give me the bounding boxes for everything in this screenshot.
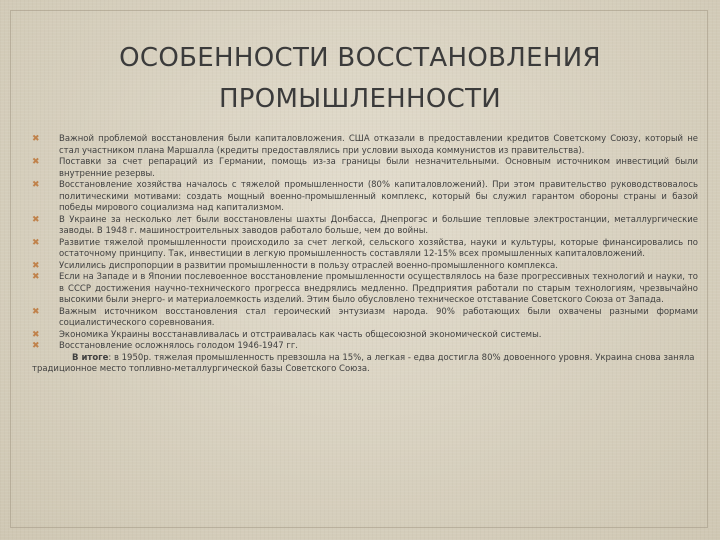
x-mark-bullet-icon: ✖ [32,341,40,351]
list-item-text: Важной проблемой восстановления были капиталовложения. США отказали в предоставлении кредитов Советскому Союзу, который не стал участником плана Маршалла (кредиты предоставлялись при условии выхода коммунистов из правительства). [59,134,698,156]
list-item [32,307,698,330]
x-mark-bullet-icon: ✖ [32,237,40,248]
list-item-text: В Украине за несколько лет были восстановлены шахты Донбасса, Днепрогэс и большие тепловые электростанции, металлургические заводы. В 1948 г. машиностроительных заводов работало больше, чем до войны. [59,214,698,236]
list-item-text: Развитие тяжелой промышленности происходило за счет легкой, сельского хозяйства, науки и культуры, которые финансировались по остаточному принципу. Так, инвестиции в легкую промышленность составляли 12-15% всех промышленных капиталовложений. [59,237,698,259]
title-line-2: ПРОМЫШЛЕННОСТИ [218,84,502,114]
x-mark-bullet-icon: ✖ [32,157,40,167]
list-item [32,157,698,180]
x-mark-bullet-icon: ✖ [32,306,40,317]
x-mark-bullet-icon: ✖ [32,272,40,282]
slide-title [20,38,700,120]
list-item [32,272,698,307]
list-item [32,341,698,353]
title-line-1: ОСОБЕННОСТИ ВОССТАНОВЛЕНИЯ [119,43,601,73]
list-item [32,215,698,238]
list-item-text: Важным источником восстановления стал героический энтузиазм народа. 90% работающих были охвачены разными формами социалистического соревнования. [59,306,698,328]
x-mark-bullet-icon: ✖ [32,329,40,340]
conclusion-paragraph [32,353,698,376]
list-item [32,134,698,157]
x-mark-bullet-icon: ✖ [32,260,40,271]
list-item [32,238,698,261]
list-item-text: Поставки за счет репараций из Германии, помощь из-за границы были незначительными. Основным источником инвестиций были внутренние резервы. [59,157,698,179]
bullet-list [32,134,698,353]
x-mark-bullet-icon: ✖ [32,214,40,225]
list-item-text: Усилились диспропорции в развитии промышленности в пользу отраслей военно-промышленного комплекса. [59,260,558,271]
list-item-text: Экономика Украины восстанавливалась и отстраивалась как часть общесоюзной экономической системы. [59,329,542,340]
list-item [32,261,698,273]
list-item-text: Восстановление осложнялось голодом 1946-1947 гг. [59,341,298,351]
list-item [32,180,698,215]
x-mark-bullet-icon: ✖ [32,180,40,190]
x-mark-bullet-icon: ✖ [32,134,40,144]
conclusion-lead: В итоге [72,352,109,363]
conclusion-text: : в 1950р. тяжелая промышленность превзошла на 15%, а легкая - едва достигла 80% довоенного уровня. Украина снова заняла традиционное место топливно-металлургической базы Советского Союза. [32,352,695,374]
list-item-text: Восстановление хозяйства началось с тяжелой промышленности (80% капиталовложений). При этом правительство руководствовалось политическими мотивами: создать мощный военно-промышленный комплекс, который бы служил гарантом обороны страны и базой победы мирового социализма над капитализмом. [59,180,698,213]
list-item [32,330,698,342]
slide-body [32,134,698,376]
list-item-text: Если на Западе и в Японии послевоенное восстановление промышленности осуществлялось на базе прогрессивных технологий и науки, то в СССР достижения научно-технического прогресса внедрялись медленно. Предприятия работали по старым технологиям, чрезвычайно высокими были энерго- и материалоемкость изделий. Этим было обусловлено техническое отставание Советского Союза от Запада. [59,272,698,305]
